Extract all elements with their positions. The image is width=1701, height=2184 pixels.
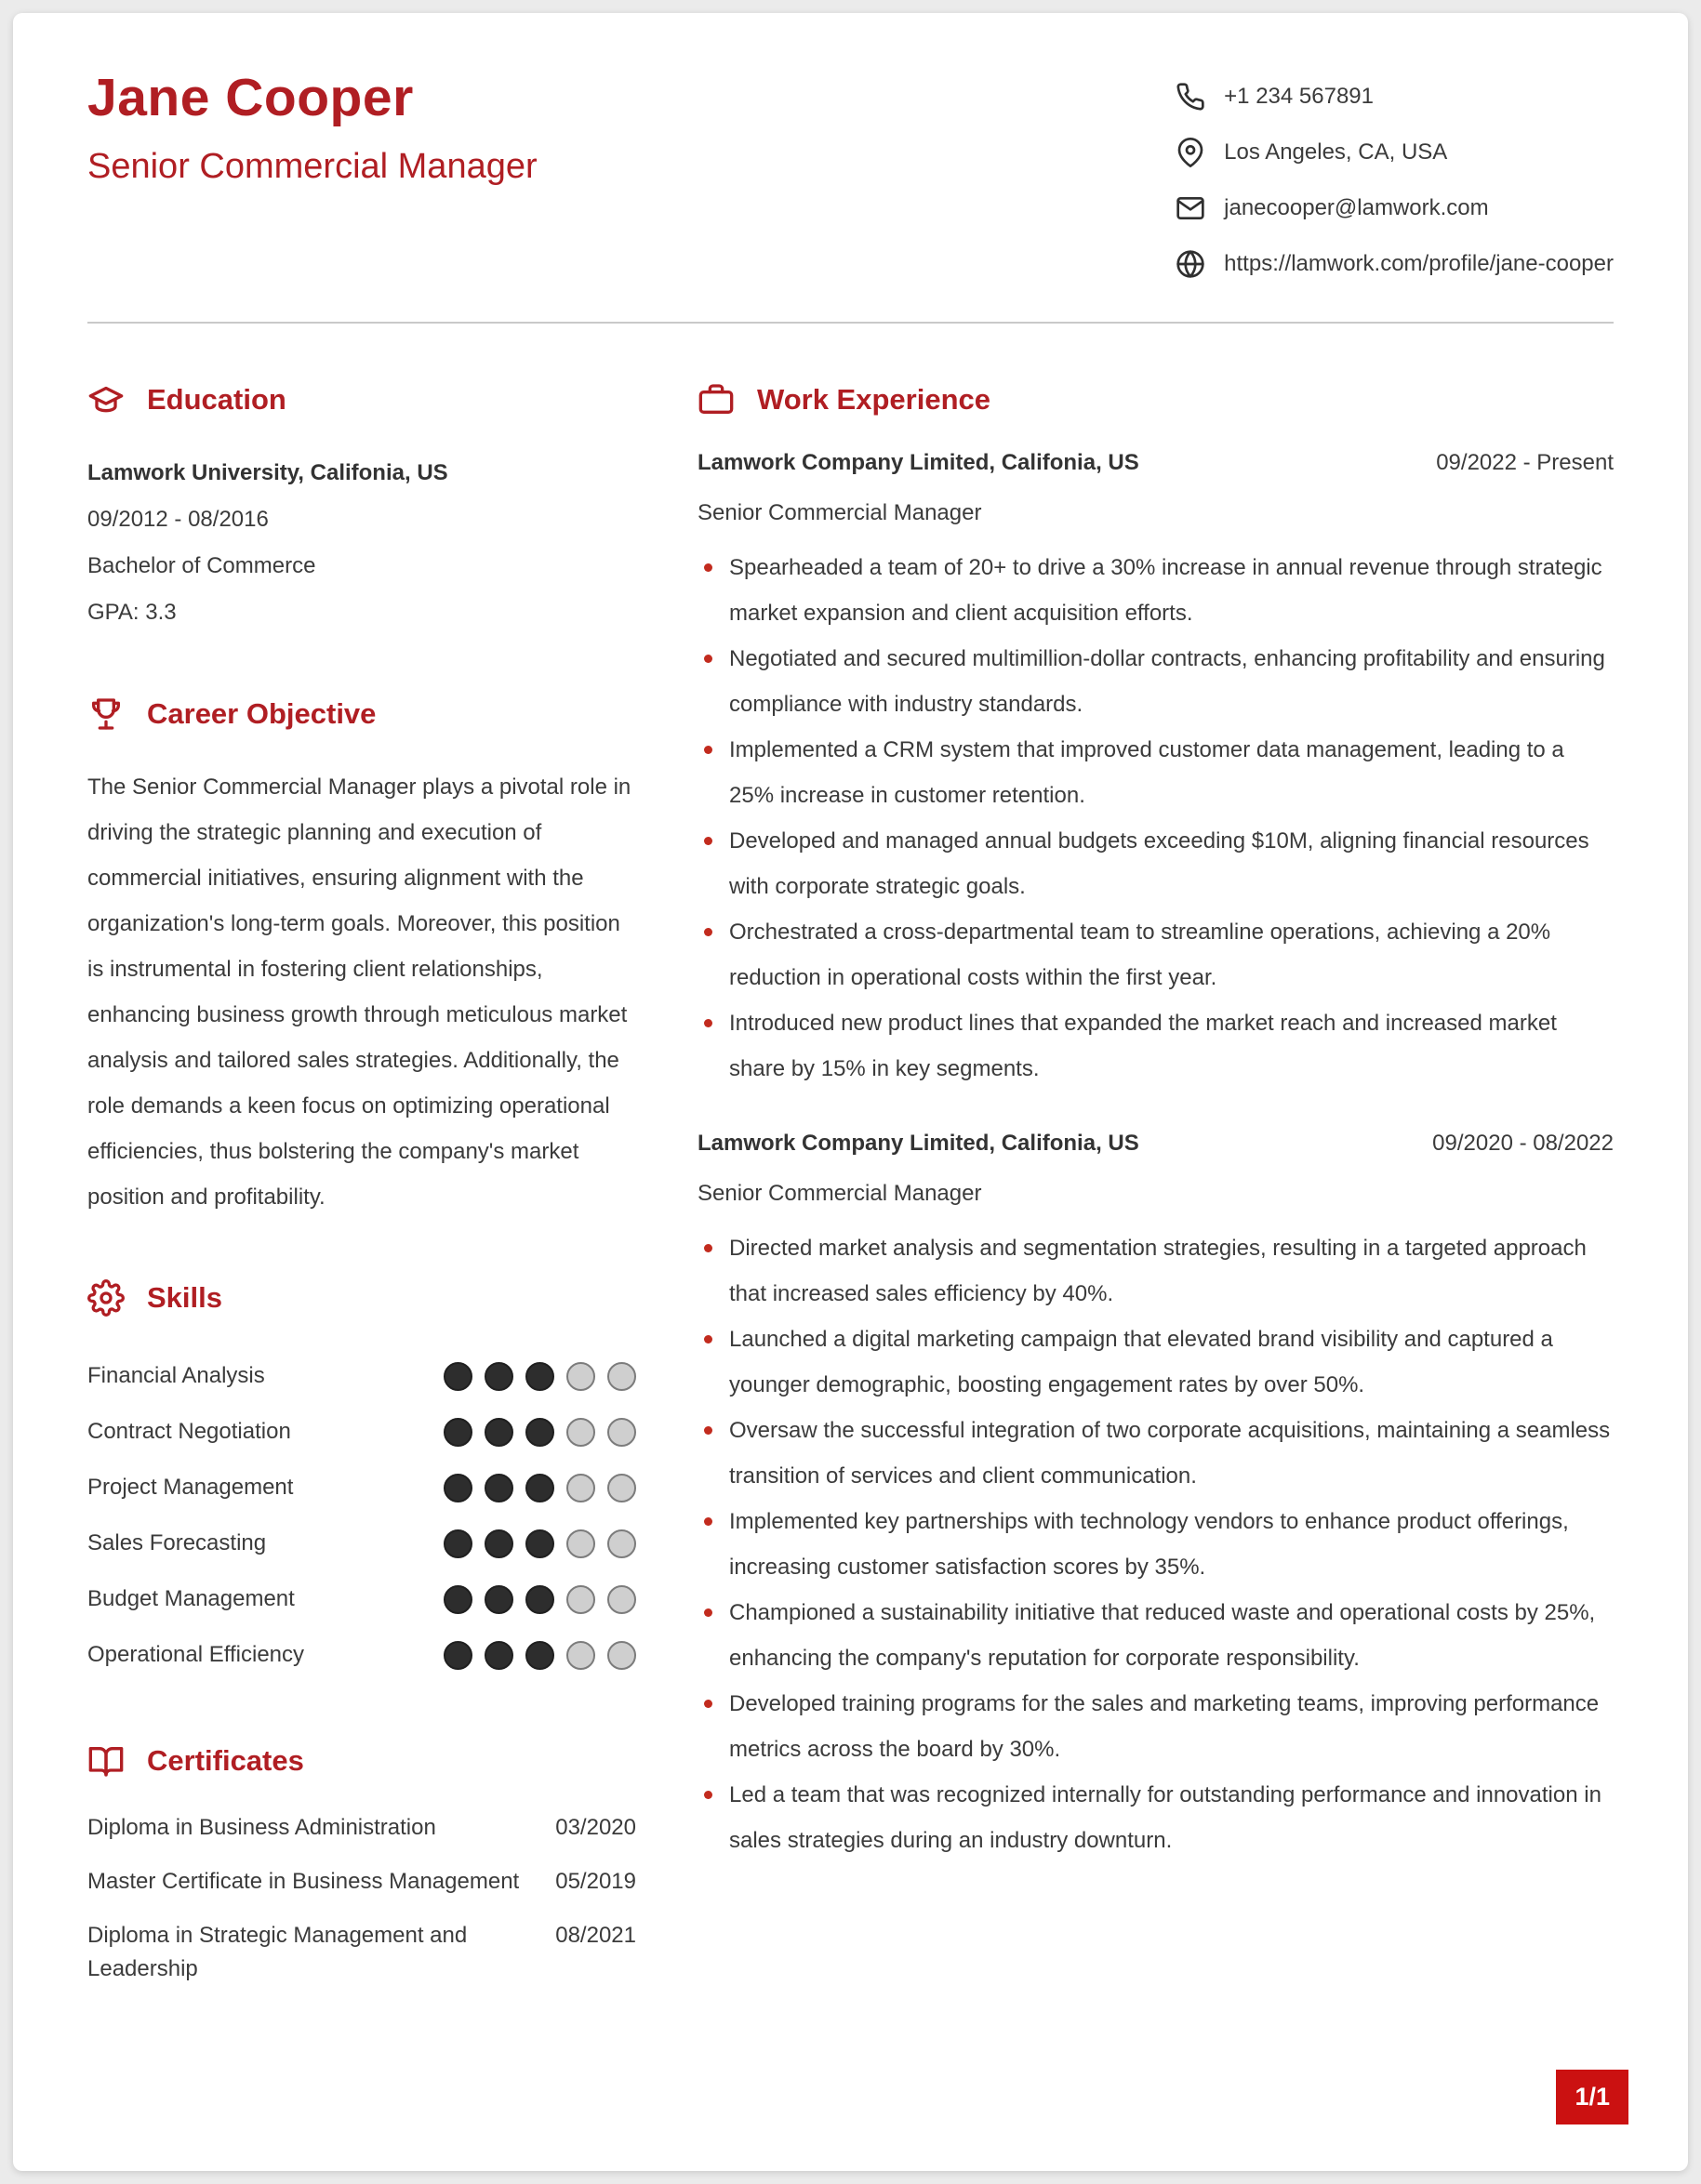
section-title: Work Experience <box>757 383 990 416</box>
skill-level-dot <box>525 1641 554 1670</box>
job-company: Lamwork Company Limited, Califonia, US <box>698 1131 1139 1156</box>
skill-name: Budget Management <box>87 1586 295 1611</box>
skill-level-dot <box>525 1529 554 1558</box>
jobs-list <box>698 450 1614 1863</box>
contact-row <box>1176 82 1614 112</box>
job-dates: 09/2022 - Present <box>1436 450 1614 475</box>
contact-text: https://lamwork.com/profile/jane-cooper <box>1224 251 1614 276</box>
skill-row <box>87 1627 636 1683</box>
skill-row <box>87 1571 636 1627</box>
job-bullet: Negotiated and secured multimillion-dollar contracts, enhancing profitability and ensuring compliance with industry standards. <box>698 636 1614 727</box>
skills-icon <box>87 1279 125 1317</box>
resume-page <box>13 13 1688 2171</box>
certificate-name: Master Certificate in Business Management <box>87 1869 520 1894</box>
job-bullet: Introduced new product lines that expanded the market reach and increased market share by 15% in key segments. <box>698 1000 1614 1092</box>
skill-row <box>87 1348 636 1404</box>
contact-list <box>1176 67 1614 279</box>
certificate-date: 08/2021 <box>555 1923 636 1948</box>
work-experience-icon <box>698 381 735 418</box>
header <box>87 67 1614 279</box>
job-dates: 09/2020 - 08/2022 <box>1432 1131 1614 1156</box>
skill-level-dot <box>566 1418 595 1447</box>
skill-level-dot <box>444 1474 472 1502</box>
person-name: Jane Cooper <box>87 68 414 127</box>
career-objective-section <box>87 695 636 1220</box>
skill-name: Sales Forecasting <box>87 1530 267 1555</box>
certificate-row <box>87 1865 636 1899</box>
job-bullet: Oversaw the successful integration of two corporate acquisitions, maintaining a seamless transition of services and client communication. <box>698 1408 1614 1499</box>
section-title: Skills <box>147 1281 222 1314</box>
skill-level-dot <box>444 1529 472 1558</box>
skill-level-dot <box>566 1585 595 1614</box>
certificate-date: 03/2020 <box>555 1815 636 1840</box>
skill-level-dot <box>566 1474 595 1502</box>
job-bullets <box>698 1225 1614 1863</box>
skill-row <box>87 1404 636 1460</box>
skill-name: Operational Efficiency <box>87 1642 305 1667</box>
job-bullet: Launched a digital marketing campaign that elevated brand visibility and captured a younger demographic, boosting engagement rates by over 50%. <box>698 1317 1614 1408</box>
skill-level-dot <box>444 1362 472 1391</box>
skill-level-dot <box>607 1474 636 1502</box>
education-heading <box>87 381 636 418</box>
job-bullet: Developed and managed annual budgets exceeding $10M, aligning financial resources with corporate strategic goals. <box>698 818 1614 909</box>
job-bullet: Championed a sustainability initiative that reduced waste and operational costs by 25%, enhancing the company's reputation for corporate responsibility. <box>698 1590 1614 1681</box>
skill-level-dot <box>607 1529 636 1558</box>
skill-name: Financial Analysis <box>87 1363 265 1388</box>
job-role: Senior Commercial Manager <box>698 500 982 525</box>
skill-level-dot <box>525 1362 554 1391</box>
header-divider <box>87 322 1614 324</box>
email-icon <box>1176 193 1205 223</box>
section-title: Certificates <box>147 1744 304 1777</box>
skill-level-dot <box>607 1418 636 1447</box>
skill-level-dots <box>444 1529 636 1558</box>
skills-heading <box>87 1279 636 1317</box>
identity-block <box>87 67 538 187</box>
job-header <box>698 1131 1614 1157</box>
skill-level-dot <box>485 1474 513 1502</box>
skills-section <box>87 1279 636 1683</box>
skill-level-dot <box>525 1585 554 1614</box>
skill-name: Contract Negotiation <box>87 1419 291 1444</box>
certificate-name: Diploma in Strategic Management and Leadership <box>87 1923 468 1981</box>
certificates-list <box>87 1811 636 1986</box>
skill-level-dot <box>566 1641 595 1670</box>
work-experience-section <box>698 381 1614 1863</box>
skill-row <box>87 1516 636 1571</box>
skill-level-dot <box>607 1585 636 1614</box>
contact-text: Los Angeles, CA, USA <box>1224 139 1448 165</box>
job-bullets <box>698 545 1614 1092</box>
skill-level-dot <box>485 1585 513 1614</box>
education-icon <box>87 381 125 418</box>
skill-level-dots <box>444 1641 636 1670</box>
job-bullet: Implemented a CRM system that improved customer data management, leading to a 25% increase in customer retention. <box>698 727 1614 818</box>
skill-level-dot <box>607 1641 636 1670</box>
certificate-date: 05/2019 <box>555 1869 636 1894</box>
career-objective-heading <box>87 695 636 733</box>
career-objective-text: The Senior Commercial Manager plays a pivotal role in driving the strategic planning and execution of commercial initiatives, ensuring alignment with the organization's long-term goals. Moreover, this position is instrumental in fostering client relationships, enhancing business growth through meticulous market analysis and tailored sales strategies. Additionally, the role demands a keen focus on optimizing operational efficiencies, thus bolstering the company's market position and profitability. <box>87 774 631 1210</box>
education-section <box>87 381 636 636</box>
certificates-icon <box>87 1742 125 1780</box>
content-columns <box>87 381 1614 2045</box>
job-bullet: Spearheaded a team of 20+ to drive a 30% increase in annual revenue through strategic market expansion and client acquisition efforts. <box>698 545 1614 636</box>
career-objective-icon <box>87 695 125 733</box>
skill-level-dot <box>525 1474 554 1502</box>
skill-level-dot <box>485 1529 513 1558</box>
job-entry <box>698 1131 1614 1863</box>
job-bullet: Directed market analysis and segmentation strategies, resulting in a targeted approach that increased sales efficiency by 40%. <box>698 1225 1614 1317</box>
skill-row <box>87 1460 636 1516</box>
skill-level-dot <box>566 1362 595 1391</box>
job-company: Lamwork Company Limited, Califonia, US <box>698 450 1139 475</box>
education-degree: Bachelor of Commerce <box>87 553 316 578</box>
skill-level-dot <box>485 1641 513 1670</box>
skill-level-dots <box>444 1418 636 1447</box>
job-bullet: Implemented key partnerships with technology vendors to enhance product offerings, increasing customer satisfaction scores by 35%. <box>698 1499 1614 1590</box>
certificates-section <box>87 1742 636 1986</box>
website-icon <box>1176 249 1205 279</box>
skill-level-dot <box>444 1585 472 1614</box>
contact-text: +1 234 567891 <box>1224 84 1374 109</box>
certificate-name: Diploma in Business Administration <box>87 1815 436 1840</box>
contact-row <box>1176 193 1614 223</box>
education-school: Lamwork University, Califonia, US <box>87 460 448 485</box>
location-icon <box>1176 138 1205 167</box>
skill-level-dot <box>485 1362 513 1391</box>
job-bullet: Orchestrated a cross-departmental team to streamline operations, achieving a 20% reduction in operational costs within the first year. <box>698 909 1614 1000</box>
right-column <box>698 381 1614 2045</box>
contact-text: janecooper@lamwork.com <box>1224 195 1489 220</box>
job-bullet: Led a team that was recognized internally for outstanding performance and innovation in sales strategies during an industry downturn. <box>698 1772 1614 1863</box>
certificate-row <box>87 1919 636 1986</box>
work-experience-heading <box>698 381 1614 418</box>
skill-level-dots <box>444 1585 636 1614</box>
section-title: Education <box>147 383 286 416</box>
certificates-heading <box>87 1742 636 1780</box>
skills-list <box>87 1348 636 1683</box>
skill-level-dot <box>485 1418 513 1447</box>
skill-level-dot <box>444 1641 472 1670</box>
skill-level-dots <box>444 1474 636 1502</box>
left-column <box>87 381 636 2045</box>
skill-level-dots <box>444 1362 636 1391</box>
skill-level-dot <box>525 1418 554 1447</box>
person-job-title: Senior Commercial Manager <box>87 147 538 186</box>
skill-level-dot <box>444 1418 472 1447</box>
education-gpa: GPA: 3.3 <box>87 600 177 625</box>
phone-icon <box>1176 82 1205 112</box>
skill-level-dot <box>566 1529 595 1558</box>
contact-row <box>1176 138 1614 167</box>
page-indicator: 1/1 <box>1556 2070 1628 2124</box>
certificate-row <box>87 1811 636 1845</box>
skill-name: Project Management <box>87 1475 294 1500</box>
skill-level-dot <box>607 1362 636 1391</box>
job-role: Senior Commercial Manager <box>698 1181 982 1206</box>
section-title: Career Objective <box>147 697 377 730</box>
job-entry <box>698 450 1614 1092</box>
job-header <box>698 450 1614 476</box>
job-bullet: Developed training programs for the sales and marketing teams, improving performance metrics across the board by 30%. <box>698 1681 1614 1772</box>
education-dates: 09/2012 - 08/2016 <box>87 507 269 532</box>
contact-row <box>1176 249 1614 279</box>
